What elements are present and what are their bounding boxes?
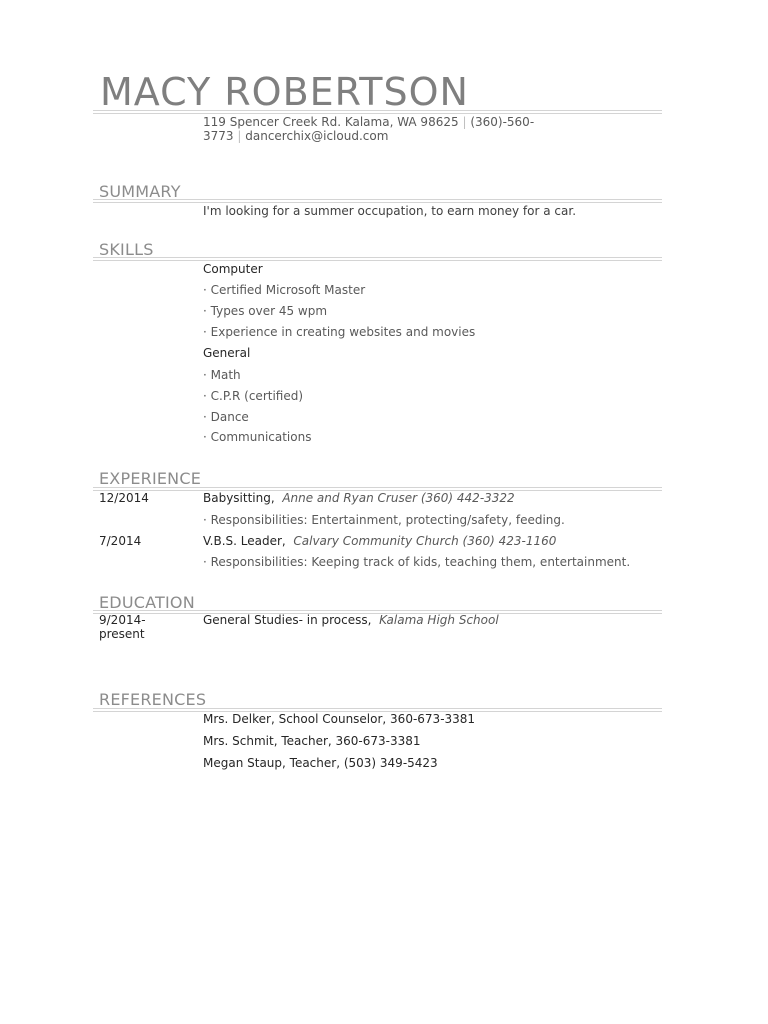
applicant-name: MACY ROBERTSON: [100, 70, 469, 114]
reference-item: Mrs. Delker, School Counselor, 360-673-3381: [203, 712, 476, 726]
section-title-education: EDUCATION: [99, 593, 195, 612]
skill-item: · Communications: [203, 430, 312, 444]
skill-item: · C.P.R (certified): [203, 389, 304, 403]
job-title-line: [203, 534, 556, 548]
skill-item: · Certified Microsoft Master: [203, 283, 366, 297]
skill-item: · Types over 45 wpm: [203, 304, 328, 318]
summary-rule: [93, 199, 662, 203]
contact-info: [203, 115, 548, 143]
education-degree: General Studies- in process,: [203, 613, 372, 627]
job-org: Calvary Community Church (360) 423-1160: [293, 534, 557, 548]
address: 119 Spencer Creek Rd. Kalama, WA 98625: [203, 115, 459, 129]
reference-item: Megan Staup, Teacher, (503) 349-5423: [203, 756, 438, 770]
skills-rule: [93, 257, 662, 261]
job-org: Anne and Ryan Cruser (360) 442-3322: [282, 491, 515, 505]
phone-part2: 3773: [203, 129, 234, 143]
skills-computer-heading: Computer: [203, 262, 263, 276]
reference-item: Mrs. Schmit, Teacher, 360-673-3381: [203, 734, 421, 748]
job-detail: · Responsibilities: Keeping track of kids, teaching them, entertainment.: [203, 555, 631, 569]
education-school: Kalama High School: [379, 613, 499, 627]
job-date: 12/2014: [99, 491, 149, 505]
job-role: V.B.S. Leader,: [203, 534, 286, 548]
education-date-start: 9/2014-: [99, 613, 146, 627]
job-title-line: [203, 491, 515, 505]
job-role: Babysitting,: [203, 491, 275, 505]
section-title-summary: SUMMARY: [99, 182, 181, 201]
skill-item: · Dance: [203, 410, 249, 424]
contact-separator: |: [237, 129, 242, 143]
education-date: [99, 613, 146, 641]
skill-item: · Experience in creating websites and movies: [203, 325, 476, 339]
skill-item: · Math: [203, 368, 241, 382]
email: dancerchix@icloud.com: [245, 129, 389, 143]
education-line: [203, 613, 499, 627]
education-date-end: present: [99, 627, 145, 641]
section-title-experience: EXPERIENCE: [99, 469, 202, 488]
skills-general-heading: General: [203, 346, 251, 360]
job-date: 7/2014: [99, 534, 142, 548]
summary-text: I'm looking for a summer occupation, to earn money for a car.: [203, 204, 577, 218]
job-detail: · Responsibilities: Entertainment, protecting/safety, feeding.: [203, 513, 565, 527]
contact-separator: |: [462, 115, 467, 129]
header-rule: [93, 110, 662, 114]
section-title-skills: SKILLS: [99, 240, 154, 259]
section-title-references: REFERENCES: [99, 690, 207, 709]
phone-part1: (360)-560-: [470, 115, 535, 129]
